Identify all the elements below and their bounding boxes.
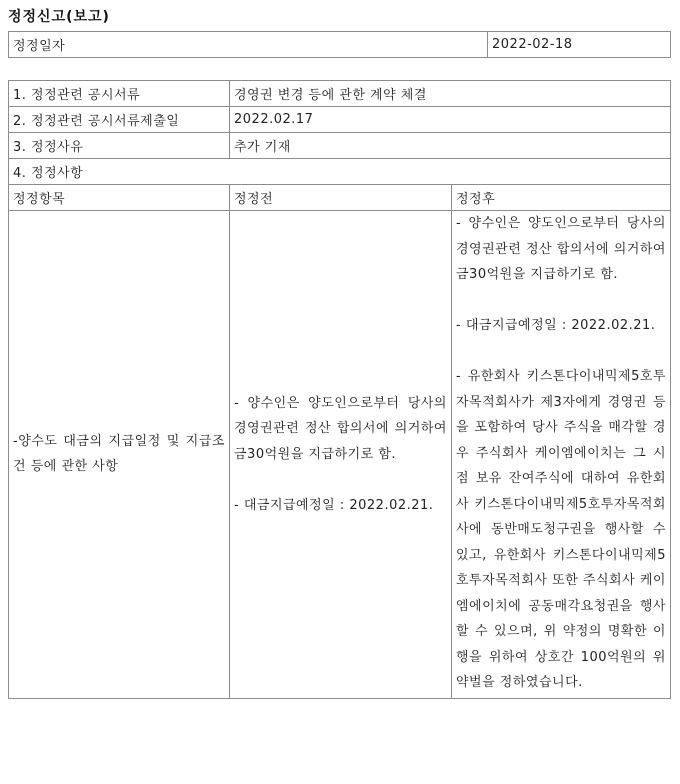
- row-value: 경영권 변경 등에 관한 계약 체결: [230, 81, 671, 107]
- row-value: 2022.02.17: [230, 107, 671, 133]
- correction-date-value: 2022-02-18: [488, 32, 671, 58]
- table-row: [9, 211, 671, 699]
- after-paragraph: - 양수인은 양도인으로부터 당사의 경영권관련 정산 합의서에 의거하여 금30억원을 지급하기로 함.: [456, 216, 666, 282]
- table-row: [9, 81, 671, 107]
- column-header-row: [9, 185, 671, 211]
- row-label: 2. 정정관련 공시서류제출일: [9, 107, 230, 133]
- before-paragraph: - 대금지급예정일 : 2022.02.21.: [234, 497, 434, 513]
- table-row: [9, 133, 671, 159]
- correction-details-table: [8, 80, 671, 699]
- page-title: 정정신고(보고): [8, 9, 110, 25]
- before-cell: [230, 211, 452, 699]
- table-row: [9, 159, 671, 185]
- after-cell: [452, 211, 671, 699]
- after-paragraph: - 유한회사 키스톤다이내믹제5호투자목적회사가 제3자에게 경영권 등을 포함하여 당사 주식을 매각할 경우 주식회사 케이엠에이치는 그 시점 보유 잔여주식에 대하여 유한회사 키스톤다이내믹제5호투자목적회사에 동반매도청구권을 행사할 수 있고, 유한회사 키스톤다이내믹제5호투자목적회사 또한 주식회사 케이엠에이치에 공동매각요청권을 행사할 수 있으며, 위 약정의 명확한 이행을 위하여 상호간 100억원의 위약벌을 정하였습니다.: [456, 369, 666, 690]
- column-header-after: 정정후: [452, 185, 671, 211]
- after-paragraph: - 대금지급예정일 : 2022.02.21.: [456, 318, 656, 333]
- correction-date-row: [9, 32, 671, 58]
- correction-date-label: 정정일자: [9, 32, 488, 58]
- correction-item-text: -양수도 대금의 지급일정 및 지급조건 등에 관한 사항: [13, 433, 225, 475]
- row-label: 3. 정정사유: [9, 133, 230, 159]
- section-label: 4. 정정사항: [9, 159, 671, 185]
- correction-date-table: [8, 31, 671, 58]
- correction-item-cell: [9, 211, 230, 699]
- before-paragraph: - 양수인은 양도인으로부터 당사의 경영권관련 정산 합의서에 의거하여 금30억원을 지급하기로 함.: [234, 395, 447, 462]
- table-row: [9, 107, 671, 133]
- row-label: 1. 정정관련 공시서류: [9, 81, 230, 107]
- column-header-item: 정정항목: [9, 185, 230, 211]
- row-value: 추가 기재: [230, 133, 671, 159]
- column-header-before: 정정전: [230, 185, 452, 211]
